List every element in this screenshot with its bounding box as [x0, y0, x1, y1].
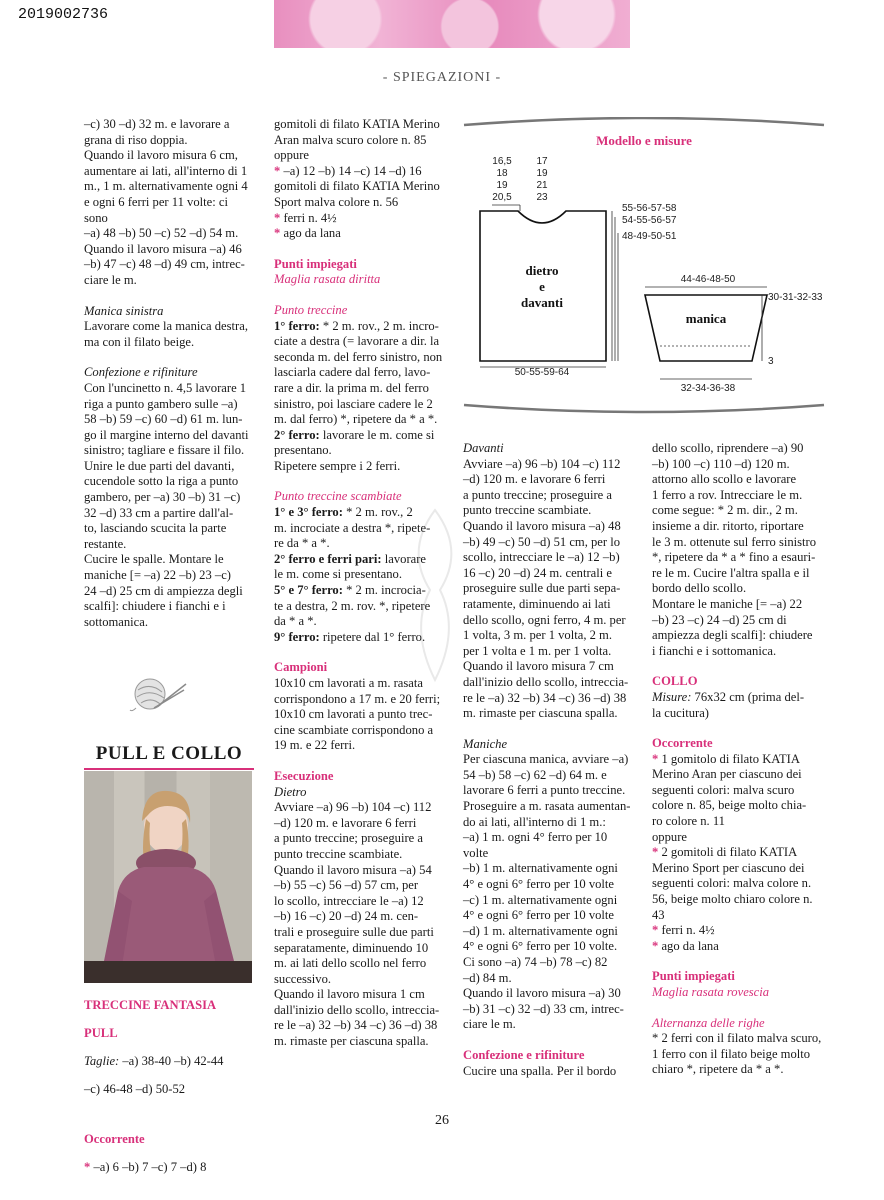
- yarn-ball-icon: [128, 670, 188, 714]
- body-label: dietro: [525, 263, 559, 278]
- text-line: Merino Aran per ciascuno dei: [652, 767, 802, 782]
- page-number: 26: [435, 1113, 449, 1128]
- text-line: la cucitura): [652, 705, 709, 720]
- text-line: Merino Sport per ciascuno dei: [652, 860, 805, 875]
- dietro-heading: Dietro: [274, 784, 307, 799]
- text-line: 2 gomitoli di filato KATIA: [661, 845, 798, 860]
- text-line: m. ai lati dello scollo nel ferro: [274, 956, 427, 971]
- text-line: –b) 47 –c) 48 –d) 49 cm, intrec-: [84, 257, 245, 272]
- occorrente-line: –a) 6 –b) 7 –c) 7 –d) 8: [93, 1160, 207, 1175]
- frame-top-curve: [464, 118, 824, 125]
- text-line: riga a punto gambero sulle –a): [84, 396, 238, 411]
- text-line: –b) 16 –c) 20 –d) 24 m. cen-: [274, 909, 419, 924]
- text-line: Unire le due parti del davanti,: [84, 458, 235, 473]
- text-line: sinistro; tagliare e fissare il filo.: [84, 443, 245, 458]
- occorrente-heading: Occorrente: [652, 736, 713, 751]
- text-line: corrispondono a 17 m. e 20 ferri;: [274, 691, 441, 706]
- text-line: cine scambiate corrispondono a: [274, 722, 434, 737]
- text-line: 1 volta, 3 m. per 1 volta, 2 m.: [463, 628, 613, 643]
- text-line: per 1 volta e 1 m. per 1 volta.: [463, 643, 612, 658]
- text-line: 19 m. e 22 ferri.: [274, 738, 356, 753]
- davanti-heading: Davanti: [463, 441, 504, 455]
- text-line: –d) 120 m. e lavorare 6 ferri: [463, 472, 606, 487]
- pull-subtitle: TRECCINE FANTASIA: [84, 997, 217, 1012]
- dim-label: 44-46-48-50: [680, 274, 736, 285]
- sleeve-label: manica: [685, 311, 727, 326]
- text-line: ago da lana: [283, 226, 341, 241]
- text-line: a punto treccine; proseguire a: [274, 831, 423, 846]
- text-line: –b) 1 m. alternativamente ogni: [463, 861, 618, 876]
- document-id: 2019002736: [18, 6, 109, 23]
- taglie-value: –a) 38-40 –b) 42-44: [119, 1053, 224, 1068]
- text-line: come segue: * 2 m. dir., 2 m.: [652, 503, 798, 518]
- dim-label: 3: [768, 356, 774, 367]
- text-line: cucendole sotto la riga a punto: [84, 474, 239, 489]
- text-line: re da * a *.: [274, 536, 330, 551]
- text-line: * 2 m. rov., 2 m. incro-: [319, 318, 439, 333]
- text-line: –a) 1 m. ogni 4° ferro per 10 volte: [463, 830, 608, 860]
- collo-heading: COLLO: [652, 674, 698, 689]
- text-line: ripetere dal 1° ferro.: [319, 629, 426, 644]
- punto-treccine-heading: Punto treccine: [274, 302, 348, 317]
- pull-title: PULL E COLLO: [95, 743, 243, 764]
- text-line: sinistro, poi lasciare cadere le 2: [274, 396, 433, 411]
- text-line: bordo dello scollo.: [652, 581, 747, 596]
- text-line: m. dal ferro) *, ripetere da * a *.: [274, 412, 438, 427]
- confezione-heading: Confezione e rifiniture: [463, 1047, 585, 1062]
- text-line: re le –a) 32 –b) 34 –c) 36 –d) 38: [463, 690, 627, 705]
- column-1: [84, 117, 254, 630]
- bullet-star: *: [84, 1160, 91, 1175]
- text-line: m. rimaste per ciascuna spalla.: [274, 1034, 429, 1049]
- text-line: successivo.: [274, 971, 332, 986]
- text-line: * 2 m. incrocia-: [342, 583, 426, 598]
- misure-value: 76x32 cm (prima del-: [691, 689, 805, 704]
- text-line: lasciarla cadere dal ferro, lavo-: [274, 365, 431, 380]
- text-line: Per ciascuna manica, avviare –a): [463, 752, 629, 767]
- text-line: do ai lati, all'interno di 1 m.:: [463, 814, 606, 829]
- text-line: Ripetere sempre i 2 ferri.: [274, 458, 401, 473]
- text-line: –b) 23 –c) 24 –d) 25 cm di: [652, 612, 787, 627]
- punti-impiegati-heading: Punti impiegati: [274, 256, 357, 271]
- text-line: Quando il lavoro misura –a) 54: [274, 862, 432, 877]
- pull-subtitle-2: PULL: [84, 1025, 118, 1040]
- text-line: Montare le maniche [= –a) 22: [652, 596, 803, 611]
- text-line: Avviare –a) 96 –b) 104 –c) 112: [463, 456, 621, 471]
- text-line: dall'inizio dello scollo, intreccia-: [463, 674, 629, 689]
- dim-label: 48-49-50-51: [622, 231, 677, 242]
- text-line: * 2 ferri con il filato malva scuro,: [652, 1031, 822, 1046]
- text-line: punto treccine scambiate.: [463, 503, 592, 518]
- column-4: dello scollo, riprendere –a) 90 –b) 100 –c) 110 –d) 120 m. attorno allo scollo e lavorare 1 ferro a rov. Intrecciare le m. come segue: * 2 m. dir., 2 m. insieme a dir. ritorto, riportare le 3 m. ottenute sul ferro sinistro *, ripetere da * a * fino a esauri- re le m. Cucire l'altra spalla e il bordo dello scollo. Montare le maniche [= –a) 22 –b) 23 –c) 24 –d) 25 cm di ampiezza degli scalfi]: chiudere i fianchi e i sottomanica. COLLO Misure: 76x32 cm (prima del- la cucitura) Occorrente * 1 gomitolo di filato KATIA Merino Aran per ciascuno dei seguenti colori: malva scuro colore n. 85, beige molto chia- ro colore n. 11 oppure * 2 gomitoli di filato KATIA Merino Sport per ciascuno dei seguenti colori: malva colore n. 56, beige molto chiaro colore n. 43 * ferri n. 4½ * ago da lana Punti impiegati Maglia rasata rovescia Alternanza delle righe * 2 ferri con il filato malva scuro, 1 ferro con il filato beige molto chiaro *, ripetere da * a *.: [652, 441, 824, 1078]
- text-line: m. rimaste per ciascuna spalla.: [463, 706, 618, 721]
- text-line: 4° e ogni 6° ferro per 10 volte.: [463, 939, 618, 954]
- maniche-heading: Maniche: [463, 736, 508, 751]
- text-line: attorno allo scollo e lavorare: [652, 472, 797, 487]
- text-line: –a) 48 –b) 50 –c) 52 –d) 54 m.: [84, 226, 239, 241]
- dim-label: 55-56-57-58: [622, 203, 677, 214]
- sleeve-outline: [645, 295, 767, 361]
- alternanza-heading: Alternanza delle righe: [652, 1015, 765, 1030]
- row-label: 5° e 7° ferro:: [274, 583, 343, 598]
- text-line: m., 1 m. alternativamente ogni 4: [84, 179, 248, 194]
- campioni-heading: Campioni: [274, 660, 328, 675]
- text-line: grana di riso doppia.: [84, 132, 188, 147]
- size-label: 21: [536, 180, 548, 191]
- text-line: le 3 m. ottenute sul ferro sinistro: [652, 534, 817, 549]
- text-line: dall'inizio dello scollo, intreccia-: [274, 1002, 440, 1017]
- text-line: presentano.: [274, 443, 332, 458]
- text-line: lavorare 6 ferri a punto treccine.: [463, 783, 626, 798]
- text-line: Sport malva colore n. 56: [274, 194, 399, 209]
- text-line: –d) 1 m. alternativamente ogni: [463, 923, 618, 938]
- row-label: 1° e 3° ferro:: [274, 505, 343, 520]
- size-label: 18: [496, 168, 508, 179]
- text-line: Quando il lavoro misura 6 cm,: [84, 148, 238, 163]
- text-line: ferri n. 4½: [283, 210, 337, 225]
- diagram-title: Modello e misure: [596, 133, 692, 148]
- text-line: oppure: [652, 829, 687, 844]
- text-line: 1 gomitolo di filato KATIA: [661, 751, 800, 766]
- subheading-confezione: Confezione e rifiniture: [84, 365, 198, 380]
- text-line: seconda m. del ferro sinistro, non: [274, 349, 443, 364]
- title-underline: [84, 768, 254, 770]
- text-line: scollo, intrecciare le –a) 12 –b): [463, 550, 620, 565]
- column-3: [463, 441, 635, 1079]
- text-line: proseguire sulle due parti sepa-: [463, 581, 621, 596]
- text-line: ro colore n. 11: [652, 814, 725, 829]
- text-line: Cucire le spalle. Montare le: [84, 552, 224, 567]
- text-line: oppure: [274, 148, 309, 163]
- punti-impiegati-heading: Punti impiegati: [652, 969, 735, 984]
- text-line: re le –a) 32 –b) 34 –c) 36 –d) 38: [274, 1018, 438, 1033]
- text-line: Quando il lavoro misura –a) 48: [463, 518, 621, 533]
- text-line: ma con il filato beige.: [84, 334, 195, 349]
- text-line: m. incrociate a destra *, ripete-: [274, 520, 431, 535]
- text-line: lo scollo, intrecciare le –a) 12: [274, 893, 424, 908]
- text-line: maniche [= –a) 22 –b) 23 –c): [84, 568, 231, 583]
- text-line: aumentare ai lati, all'interno di 1: [84, 163, 248, 178]
- text-line: dello scollo, riprendere –a) 90: [652, 441, 804, 455]
- text-line: separatamente, diminuendo 10: [274, 940, 429, 955]
- text-line: ago da lana: [661, 938, 719, 953]
- text-line: re le m. Cucire l'altra spalla e il: [652, 565, 810, 580]
- text-line: scalfi]: chiudere i fianchi e i: [84, 599, 226, 614]
- text-line: Avviare –a) 96 –b) 104 –c) 112: [274, 800, 432, 815]
- text-line: –c) 30 –d) 32 m. e lavorare a: [84, 117, 230, 131]
- text-line: –b) 31 –c) 32 –d) 33 cm, intrec-: [463, 1001, 624, 1016]
- row-label: 2° ferro e ferri pari:: [274, 551, 382, 566]
- size-label: 19: [536, 168, 548, 179]
- occorrente-heading: Occorrente: [84, 1131, 145, 1146]
- text-line: * 2 m. rov., 2: [342, 505, 413, 520]
- text-line: ampiezza degli scalfi]: chiudere: [652, 628, 813, 643]
- text-line: insieme a dir. ritorto, riportare: [652, 518, 804, 533]
- text-line: 1 ferro con il filato beige molto: [652, 1046, 811, 1061]
- size-label: 19: [496, 180, 508, 191]
- text-line: 10x10 cm lavorati a m. rasata: [274, 676, 423, 690]
- text-line: Quando il lavoro misura 1 cm: [274, 987, 425, 1002]
- row-label: 2° ferro:: [274, 427, 320, 442]
- text-line: sottomanica.: [84, 614, 149, 629]
- size-label: 20,5: [492, 192, 512, 203]
- text-line: 4° e ogni 6° ferro per 10 volte: [463, 908, 615, 923]
- text-line: Proseguire a m. rasata aumentan-: [463, 799, 631, 814]
- esecuzione-heading: Esecuzione: [274, 768, 334, 783]
- maglia-rovescia-heading: Maglia rasata rovescia: [652, 985, 770, 999]
- subheading-manica-sinistra: Manica sinistra: [84, 303, 164, 318]
- dim-label: 50-55-59-64: [514, 367, 570, 378]
- text-line: 56, beige molto chiaro colore n. 43: [652, 892, 813, 922]
- text-line: lavorare: [381, 551, 427, 566]
- text-line: da * a *.: [274, 614, 317, 629]
- text-line: e ogni 6 ferri per 11 volte: ci sono: [84, 194, 228, 225]
- text-line: to, lasciando scucita la parte: [84, 521, 227, 536]
- misure-label: Misure:: [652, 689, 692, 704]
- text-line: Ci sono –a) 74 –b) 78 –c) 82: [463, 955, 608, 969]
- text-line: restante.: [84, 536, 127, 551]
- text-line: 16 –c) 20 –d) 24 m. centrali e: [463, 565, 612, 580]
- text-line: –d) 84 m.: [463, 970, 512, 985]
- text-line: –c) 1 m. alternativamente ogni: [463, 892, 618, 907]
- text-line: –a) 12 –b) 14 –c) 14 –d) 16: [283, 163, 422, 178]
- taglie-label: Taglie:: [84, 1053, 120, 1068]
- text-line: –b) 49 –c) 50 –d) 51 cm, per lo: [463, 534, 621, 549]
- row-label: 1° ferro:: [274, 318, 320, 333]
- text-line: punto treccine scambiate.: [274, 846, 403, 861]
- text-line: rare a dir. la prima m. del ferro: [274, 380, 429, 395]
- text-line: lavorare le m. come si: [319, 427, 435, 442]
- text-line: gomitoli di filato KATIA Merino: [274, 179, 440, 194]
- model-photo: [84, 771, 252, 983]
- pull-details: [84, 985, 254, 1188]
- watermark-butterfly-icon: [400, 490, 470, 700]
- text-line: –b) 55 –c) 56 –d) 57 cm, per: [274, 878, 419, 893]
- taglie-value-2: –c) 46-48 –d) 50-52: [84, 1082, 186, 1097]
- text-line: le m. come si presentano.: [274, 567, 402, 582]
- text-line: 58 –b) 59 –c) 60 –d) 61 m. lun-: [84, 412, 243, 427]
- measurements-diagram: [462, 117, 826, 417]
- yarn-banner-image: [274, 0, 630, 48]
- column-2: gomitoli di filato KATIA Merino Aran malva scuro colore n. 85 oppure * –a) 12 –b) 14 –c) 14 –d) 16 gomitoli di filato KATIA Merino Sport malva colore n. 56 * ferri n. 4½ * ago da lana Punti impiegati Maglia rasata diritta Punto treccine 1° ferro: * 2 m. rov., 2 m. incro- ciate a destra (= lavorare a dir. la seconda m. del ferro sinistro, non lasciarla cadere dal ferro, lavo- rare a dir. la prima m. del ferro sinistro, poi lasciare cadere le 2 m. dal ferro) *, ripetere da * a *. 2° ferro: lavorare le m. come si presentano. Ripetere sempre i 2 ferri. Punto treccine scambiate 1° e 3° ferro: * 2 m. rov., 2 m. incrociate a destra *, ripete- re da * a *. 2° ferro e ferri pari: lavorare le m. come si presentano. 5° e 7° ferro: * 2 m. incrocia- te a destra, 2 m. rov. *, ripetere da * a *. 9° ferro: ripetere dal 1° ferro. Campioni 10x10 cm lavorati a m. rasata corrispondono a 17 m. e 20 ferri; 10x10 cm lavorati a punto trec- cine scambiate corrispondono a 19 m. e 22 ferri. Esecuzione Dietro Avviare –a) 96 –b) 104 –c) 112 –d) 120 m. e lavorare 6 ferri a punto treccine; proseguire a punto treccine scambiate. Quando il lavoro misura –a) 54 –b) 55 –c) 56 –d) 57 cm, per lo scollo, intrecciare le –a) 12 –b) 16 –c) 20 –d) 24 m. cen- trali e proseguire sulle due parti separatamente, diminuendo 10 m. ai lati dello scollo nel ferro successivo. Quando il lavoro misura 1 cm dall'inizio dello scollo, intreccia- re le –a) 32 –b) 34 –c) 36 –d) 38 m. rimaste per ciascuna spalla.: [274, 117, 448, 1050]
- body-label: davanti: [521, 295, 563, 310]
- punto-scambiate-heading: Punto treccine scambiate: [274, 489, 402, 504]
- text-line: 54 –b) 58 –c) 62 –d) 64 m. e: [463, 767, 607, 782]
- frame-bottom-curve: [464, 405, 824, 412]
- text-line: seguenti colori: malva scuro: [652, 782, 795, 797]
- text-line: chiaro *, ripetere da * a *.: [652, 1062, 784, 1077]
- text-line: 1 ferro a rov. Intrecciare le m.: [652, 487, 803, 502]
- text-line: ciare le m.: [463, 1017, 516, 1032]
- text-line: –b) 100 –c) 110 –d) 120 m.: [652, 456, 790, 471]
- text-line: go il margine interno del davanti: [84, 427, 249, 442]
- dim-label: 32-34-36-38: [680, 383, 736, 394]
- text-line: Aran malva scuro colore n. 85: [274, 132, 427, 147]
- text-line: Cucire una spalla. Per il bordo: [463, 1063, 617, 1078]
- size-label: 23: [536, 192, 548, 203]
- section-header: - SPIEGAZIONI -: [382, 70, 502, 85]
- text-line: i fianchi e i sottomanica.: [652, 643, 777, 658]
- maglia-rasata-heading: Maglia rasata diritta: [274, 272, 381, 287]
- text-line: a punto treccine; proseguire a: [463, 487, 612, 502]
- body-label: e: [539, 279, 545, 294]
- text-line: 24 –d) 25 cm di ampiezza degli: [84, 583, 243, 598]
- text-line: ciare le m.: [84, 272, 137, 287]
- text-line: seguenti colori: malva colore n.: [652, 876, 812, 891]
- text-line: Con l'uncinetto n. 4,5 lavorare 1: [84, 380, 247, 395]
- text-line: –d) 120 m. e lavorare 6 ferri: [274, 815, 417, 830]
- text-line: 10x10 cm lavorati a punto trec-: [274, 707, 433, 722]
- text-line: 4° e ogni 6° ferro per 10 volte: [463, 877, 615, 892]
- size-label: 16,5: [492, 156, 512, 167]
- text-line: dello scollo, ogni ferro, 4 m. per: [463, 612, 626, 627]
- size-label: 17: [536, 156, 548, 167]
- text-line: te a destra, 2 m. rov. *, ripetere: [274, 598, 431, 613]
- text-line: ciate a destra (= lavorare a dir. la: [274, 334, 440, 349]
- text-line: ratamente, diminuendo ai lati: [463, 596, 611, 611]
- text-line: Lavorare come la manica destra,: [84, 319, 248, 334]
- dim-label: 54-55-56-57: [622, 215, 677, 226]
- text-line: Quando il lavoro misura 7 cm: [463, 659, 614, 674]
- dim-label: 30-31-32-33: [768, 292, 823, 303]
- text-line: 32 –d) 33 cm a partire dall'al-: [84, 505, 234, 520]
- text-line: trali e proseguire sulle due parti: [274, 924, 434, 939]
- text-line: colore n. 85, beige molto chia-: [652, 798, 807, 813]
- text-line: ferri n. 4½: [661, 923, 715, 938]
- text-line: gomitoli di filato KATIA Merino: [274, 117, 440, 131]
- text-line: Quando il lavoro misura –a) 46: [84, 241, 242, 256]
- text-line: gambero, per –a) 30 –b) 31 –c): [84, 490, 241, 505]
- text-line: Quando il lavoro misura –a) 30: [463, 986, 621, 1001]
- row-label: 9° ferro:: [274, 629, 320, 644]
- text-line: *, ripetere da * a * fino a esauri-: [652, 550, 816, 565]
